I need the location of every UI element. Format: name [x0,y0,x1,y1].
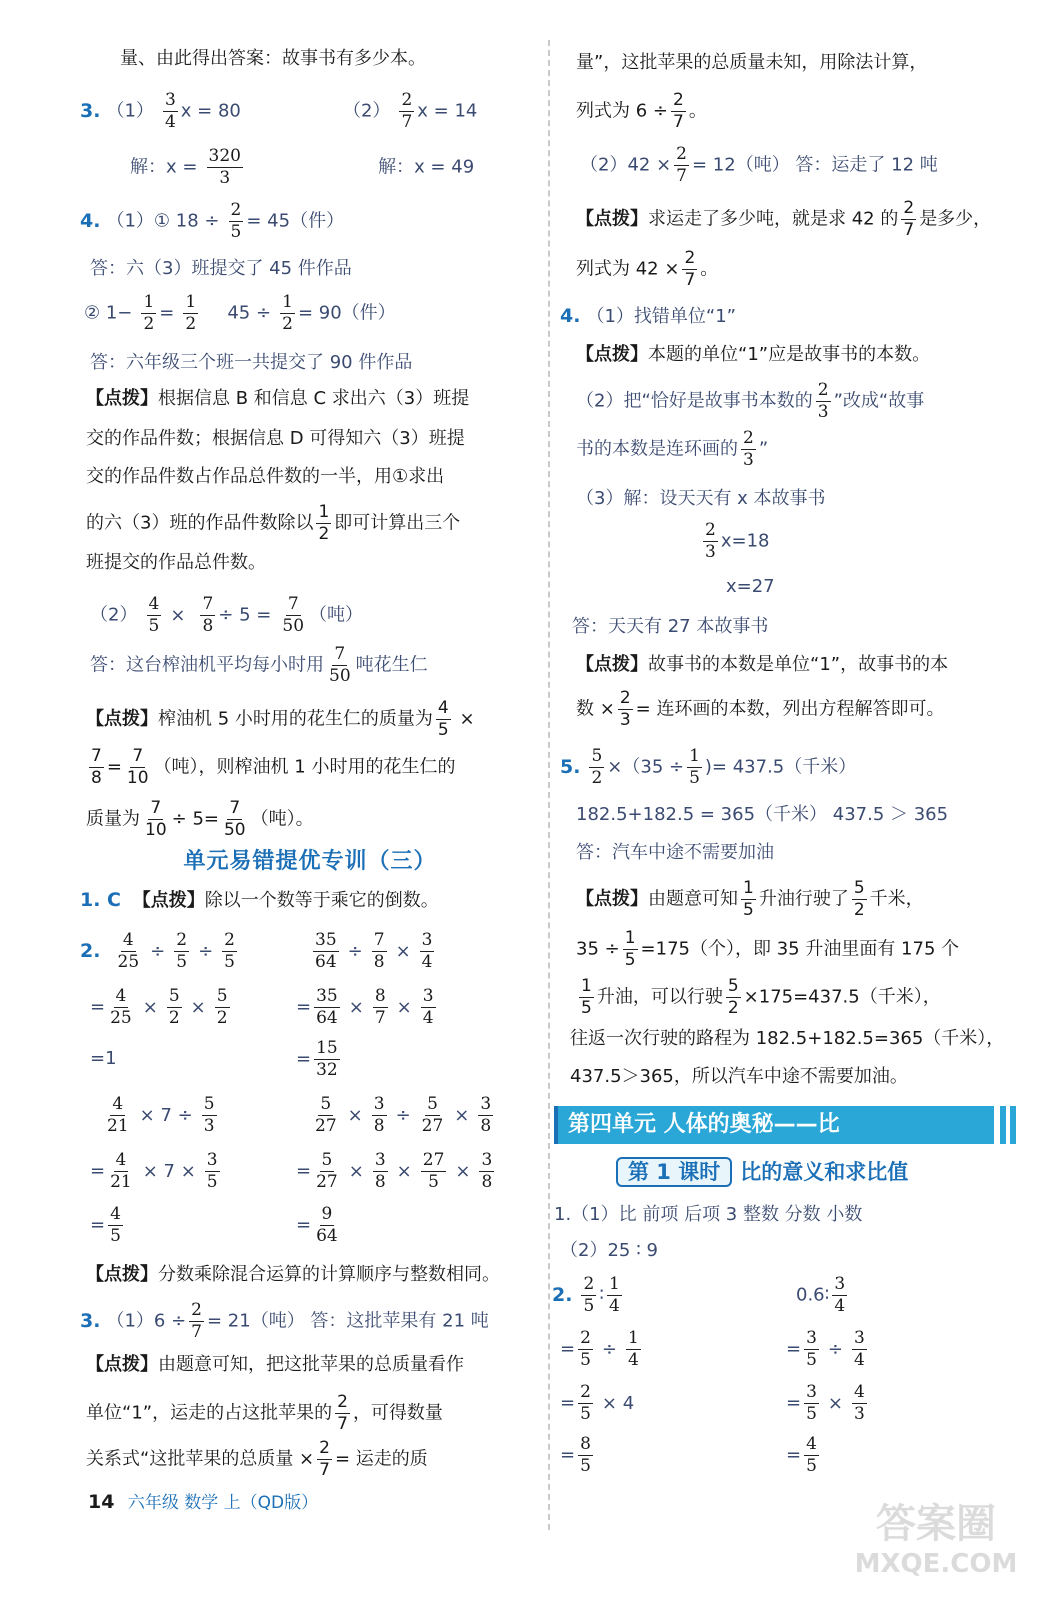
fraction: $\frac{2}{7}$ [903,198,915,240]
fraction: $\frac{2}{7}$ [672,90,684,132]
tip-line: $\frac{7}{8}$ = $\frac{7}{10}$ （吨），则榨油机 1 小时用的花生仁的 [91,746,456,788]
tip-line: 的六（3）班的作品件数除以 $\frac{1}{2}$ 即可计算出三个 [86,502,461,544]
fraction: $\frac{3}{8}$ [480,1094,492,1136]
text-line: 量”，这批苹果的总质量未知，用除法计算， [576,52,928,73]
fraction: $\frac{4}{21}$ [107,1094,129,1136]
tip-line: 质量为 $\frac{7}{10}$ ÷ 5= $\frac{7}{50}$ （吨）。 [86,798,314,840]
fraction: $\frac{4}{25}$ [117,930,140,972]
text-line: 书的本数是连环画的 $\frac{2}{3}$ ” [576,428,769,470]
fraction: $\frac{2}{7}$ [191,1300,202,1342]
fraction: $\frac{1}{2}$ [318,502,330,544]
tip-line: 【点拨】榨油机 5 小时用的花生仁的质量为 $\frac{4}{5}$ × [86,698,475,740]
c3-result: = $\frac{8}{5}$ [560,1434,591,1476]
s2-calc-1: 2. $\frac{4}{25}$ ÷ $\frac{2}{5}$ ÷ $\frac{2}{5}$ [80,930,235,972]
lesson-heading: 第 1 课时 比的意义和求比值 [616,1156,908,1186]
answer-text: 答：六年级三个班一共提交了 90 件作品 [90,352,413,373]
tip-line: 437.5＞365，所以汽车中途不需要加油。 [570,1066,908,1087]
fraction: $\frac{2}{3}$ [817,380,829,422]
fraction: $\frac{15}{32}$ [316,1038,338,1080]
fraction: $\frac{1}{5}$ [624,928,636,970]
text-line: 列式为 6 ÷ $\frac{2}{7}$ 。 [576,90,707,132]
c3-step: = $\frac{3}{5}$ ÷ $\frac{3}{4}$ [786,1328,865,1370]
fraction: $\frac{35}{64}$ [316,986,338,1028]
fraction: $\frac{35}{64}$ [315,930,337,972]
fraction: $\frac{4}{5}$ [148,594,160,636]
fraction: $\frac{3}{8}$ [373,1094,385,1136]
fraction: $\frac{7}{50}$ [223,798,246,840]
tip-line: 交的作品件数；根据信息 D 可得知六（3）班提 [86,428,465,449]
fraction: $\frac{7}{10}$ [126,746,149,788]
fraction: $\frac{3}{4}$ [422,986,434,1028]
c3-calc-1: 2. $\frac{2}{5}$ ∶ $\frac{1}{4}$ [552,1274,620,1316]
fraction: $\frac{2}{3}$ [743,428,754,470]
q4-right: 4. （1）找错单位“1” [560,305,737,327]
tip-line: 【点拨】故事书的本数是单位“1”，故事书的本 [576,654,949,675]
tip-line: 35 ÷ $\frac{1}{5}$ =175（个），即 35 升油里面有 175 个 [576,928,960,970]
tip-line: 【点拨】求运走了多少吨，就是求 42 的 $\frac{2}{7}$ 是多少， [576,198,992,240]
s2-result: = $\frac{9}{64}$ [296,1204,338,1246]
fraction: $\frac{7}{50}$ [282,594,305,636]
watermark-logo: 答案圈 MXQE.COM [854,1501,1018,1579]
fraction: $\frac{7}{8}$ [202,594,214,636]
tip-line: 【点拨】由题意可知 $\frac{1}{5}$ 升油行驶了 $\frac{5}{2}$ 千米， [576,878,924,920]
s2-step: = $\frac{4}{21}$ × 7 × $\frac{3}{5}$ [90,1150,218,1192]
q4b-line: （2） $\frac{4}{5}$ × $\frac{7}{8}$ ÷ 5 = $\frac{7}{50}$ （吨） [90,594,364,636]
fraction: $\frac{3}{4}$ [854,1328,865,1370]
fraction: $\frac{2}{7}$ [319,1438,330,1480]
fraction: $\frac{4}{5}$ [110,1204,121,1246]
s2-step: = $\frac{4}{25}$ × $\frac{5}{2}$ × $\frac{5}{2}$ [90,986,228,1028]
fraction: $\frac{1}{5}$ [689,746,700,788]
tip-line: 【点拨】由题意可知，把这批苹果的总质量看作 [86,1354,464,1375]
fraction: $\frac{4}{5}$ [806,1434,817,1476]
equation: x=27 [726,576,775,597]
fraction: $\frac{3}{5}$ [806,1328,817,1370]
banner-bars [1000,1106,1030,1144]
s2-result: = $\frac{4}{5}$ [90,1204,121,1246]
tip-line: 【点拨】根据信息 B 和信息 C 求出六（3）班提 [86,388,470,409]
fraction: $\frac{2}{3}$ [705,520,716,562]
answer-text: 答：六（3）班提交了 45 件作品 [90,258,352,279]
column-divider [548,40,550,1530]
fraction: $\frac{5}{27}$ [315,1094,337,1136]
fraction: $\frac{3}{8}$ [374,1150,386,1192]
q4-line: 4. （1）① 18 ÷ $\frac{2}{5}$ = 45（件） [80,200,345,242]
fraction: $\frac{3}{4}$ [421,930,433,972]
text-line: （3）解：设天天有 x 本故事书 [576,488,826,509]
q3-line: 3. （1） $\frac{3}{4}$ x = 80 （2） $\frac{2}{7}$ x = 14 [80,90,478,132]
fraction: $\frac{1}{5}$ [581,976,592,1018]
fraction: $\frac{5}{2}$ [591,746,603,788]
section-title: 单元易错提优专训（三） [183,849,437,874]
page-number: 14 [88,1491,115,1513]
fraction: $\frac{4}{25}$ [110,986,132,1028]
fraction: $\frac{5}{3}$ [203,1094,215,1136]
c3-step: = $\frac{2}{5}$ × 4 [560,1382,635,1424]
fraction: $\frac{2}{5}$ [230,200,242,242]
unit-banner: 第四单元 人体的奥秘——比 [554,1106,994,1144]
s2-calc-2: $\frac{35}{64}$ ÷ $\frac{7}{8}$ × $\frac{3}{4}$ [315,930,433,972]
answer-text: 答：这台榨油机平均每小时用 $\frac{7}{50}$ 吨花生仁 [90,644,428,686]
c3-result: = $\frac{4}{5}$ [786,1434,817,1476]
fraction: $\frac{2}{5}$ [580,1328,591,1370]
c3-step: = $\frac{3}{5}$ × $\frac{4}{3}$ [786,1382,865,1424]
fraction: $\frac{2}{3}$ [619,688,631,730]
fraction: $\frac{1}{2}$ [185,292,197,334]
fraction: $\frac{3}{5}$ [806,1382,817,1424]
s2-step: = $\frac{35}{64}$ × $\frac{8}{7}$ × $\frac{3}{4}$ [296,986,434,1028]
fraction: $\frac{4}{21}$ [110,1150,132,1192]
fraction: $\frac{1}{2}$ [282,292,293,334]
c2-line: （2）25 ∶ 9 [560,1240,658,1261]
tip-line: 班提交的作品总件数。 [86,552,266,573]
q5-line: 5. $\frac{5}{2}$ ×（35 ÷ $\frac{1}{5}$ )= 437.5（千米） [560,746,857,788]
fraction: $\frac{1}{4}$ [628,1328,639,1370]
c3-calc-2: 0.6∶ $\frac{3}{4}$ [796,1274,846,1316]
text-line: 量、由此得出答案：故事书有多少本。 [120,48,426,69]
fraction: $\frac{3}{5}$ [206,1150,218,1192]
fraction: $\frac{7}{50}$ [329,644,351,686]
tip-line: 【点拨】分数乘除混合运算的计算顺序与整数相同。 [86,1264,500,1285]
fraction: $\frac{5}{2}$ [853,878,865,920]
s2-result: =1 [90,1048,117,1069]
tip-line: 【点拨】本题的单位“1”应是故事书的本数。 [576,344,931,365]
text-line: 列式为 42 × $\frac{2}{7}$ 。 [576,248,719,290]
answer-text: 答：汽车中途不需要加油 [576,842,774,863]
fraction: $\frac{9}{64}$ [316,1204,338,1246]
fraction: $\frac{8}{7}$ [374,986,386,1028]
fraction: $\frac{2}{7}$ [676,144,687,186]
fraction: $\frac{7}{10}$ [145,798,167,840]
fraction: $\frac{1}{4}$ [608,1274,620,1316]
fraction: $\frac{1}{5}$ [743,878,754,920]
q4-line-2: ② 1− $\frac{1}{2}$ = $\frac{1}{2}$ 45 ÷ $\frac{1}{2}$ = 90（件） [84,292,396,334]
fraction: $\frac{5}{27}$ [316,1150,338,1192]
calc-line: （2）42 × $\frac{2}{7}$ = 12（吨） 答：运走了 12 吨 [580,144,938,186]
fraction: $\frac{3}{4}$ [164,90,176,132]
fraction: $\frac{2}{5}$ [583,1274,595,1316]
tip-line: 数 × $\frac{2}{3}$ = 连环画的本数，列出方程解答即可。 [576,688,945,730]
tip-line: $\frac{1}{5}$ 升油，可以行驶 $\frac{5}{2}$ ×175=437.5（千米）， [581,976,941,1018]
fraction: $\frac{5}{2}$ [727,976,739,1018]
fraction: $\frac{2}{5}$ [176,930,188,972]
calc-line: 182.5+182.5 = 365（千米） 437.5 ＞ 365 [576,804,949,825]
fraction: $\frac{4}{3}$ [854,1382,865,1424]
c1-line: 1.（1）比 前项 后项 3 整数 分数 小数 [554,1204,863,1225]
fraction: $\frac{2}{5}$ [224,930,235,972]
c3-step: = $\frac{2}{5}$ ÷ $\frac{1}{4}$ [560,1328,639,1370]
fraction: $\frac{7}{8}$ [91,746,102,788]
fraction: $\frac{2}{7}$ [684,248,696,290]
tip-line: 单位“1”，运走的占这批苹果的 $\frac{2}{7}$ ，可得数量 [86,1392,443,1434]
fraction: $\frac{5}{2}$ [168,986,180,1028]
s3-line: 3. （1）6 ÷ $\frac{2}{7}$ = 21（吨） 答：这批苹果有 21 吨 [80,1300,489,1342]
fraction: $\frac{3}{4}$ [834,1274,846,1316]
lesson-badge: 第 1 课时 [616,1157,732,1187]
book-title: 六年级 数学 上（QD版） [127,1493,319,1513]
fraction: $\frac{5}{27}$ [421,1094,444,1136]
fraction: $\frac{4}{5}$ [437,698,449,740]
answer-text: 答：天天有 27 本故事书 [572,616,769,637]
tip-line: 往返一次行驶的路程为 182.5+182.5=365（千米）， [570,1028,1005,1049]
s2-calc-4: $\frac{5}{27}$ × $\frac{3}{8}$ ÷ $\frac{5}{27}$ × $\frac{3}{8}$ [315,1094,492,1136]
equation: $\frac{2}{3}$ x=18 [705,520,770,562]
fraction: $\frac{2}{5}$ [580,1382,591,1424]
fraction: $\frac{7}{8}$ [373,930,385,972]
fraction: $\frac{320}{3}$ [208,146,241,188]
fraction: $\frac{2}{7}$ [337,1392,348,1434]
fraction: $\frac{27}{5}$ [422,1150,445,1192]
fraction: $\frac{8}{5}$ [580,1434,591,1476]
tip-line: 交的作品件数占作品总件数的一半，用①求出 [86,466,445,487]
s1-line: 1. C 【点拨】除以一个数等于乘它的倒数。 [80,889,439,911]
fraction: $\frac{2}{7}$ [401,90,413,132]
s2-calc-3: $\frac{4}{21}$ × 7 ÷ $\frac{5}{3}$ [107,1094,215,1136]
tip-line: 关系式“这批苹果的总质量 × $\frac{2}{7}$ = 运走的质 [86,1438,428,1480]
fraction: $\frac{5}{2}$ [216,986,228,1028]
page-footer [88,1488,318,1513]
q3-solution: 解：x = $\frac{320}{3}$ 解：x = 49 [130,146,475,188]
text-line: （2）把“恰好是故事书本数的 $\frac{2}{3}$ ”改成“故事 [576,380,925,422]
s2-step: = $\frac{5}{27}$ × $\frac{3}{8}$ × $\frac{27}{5}$ × $\frac{3}{8}$ [296,1150,493,1192]
fraction: $\frac{3}{8}$ [481,1150,493,1192]
s2-result: = $\frac{15}{32}$ [296,1038,338,1080]
fraction: $\frac{1}{2}$ [143,292,155,334]
